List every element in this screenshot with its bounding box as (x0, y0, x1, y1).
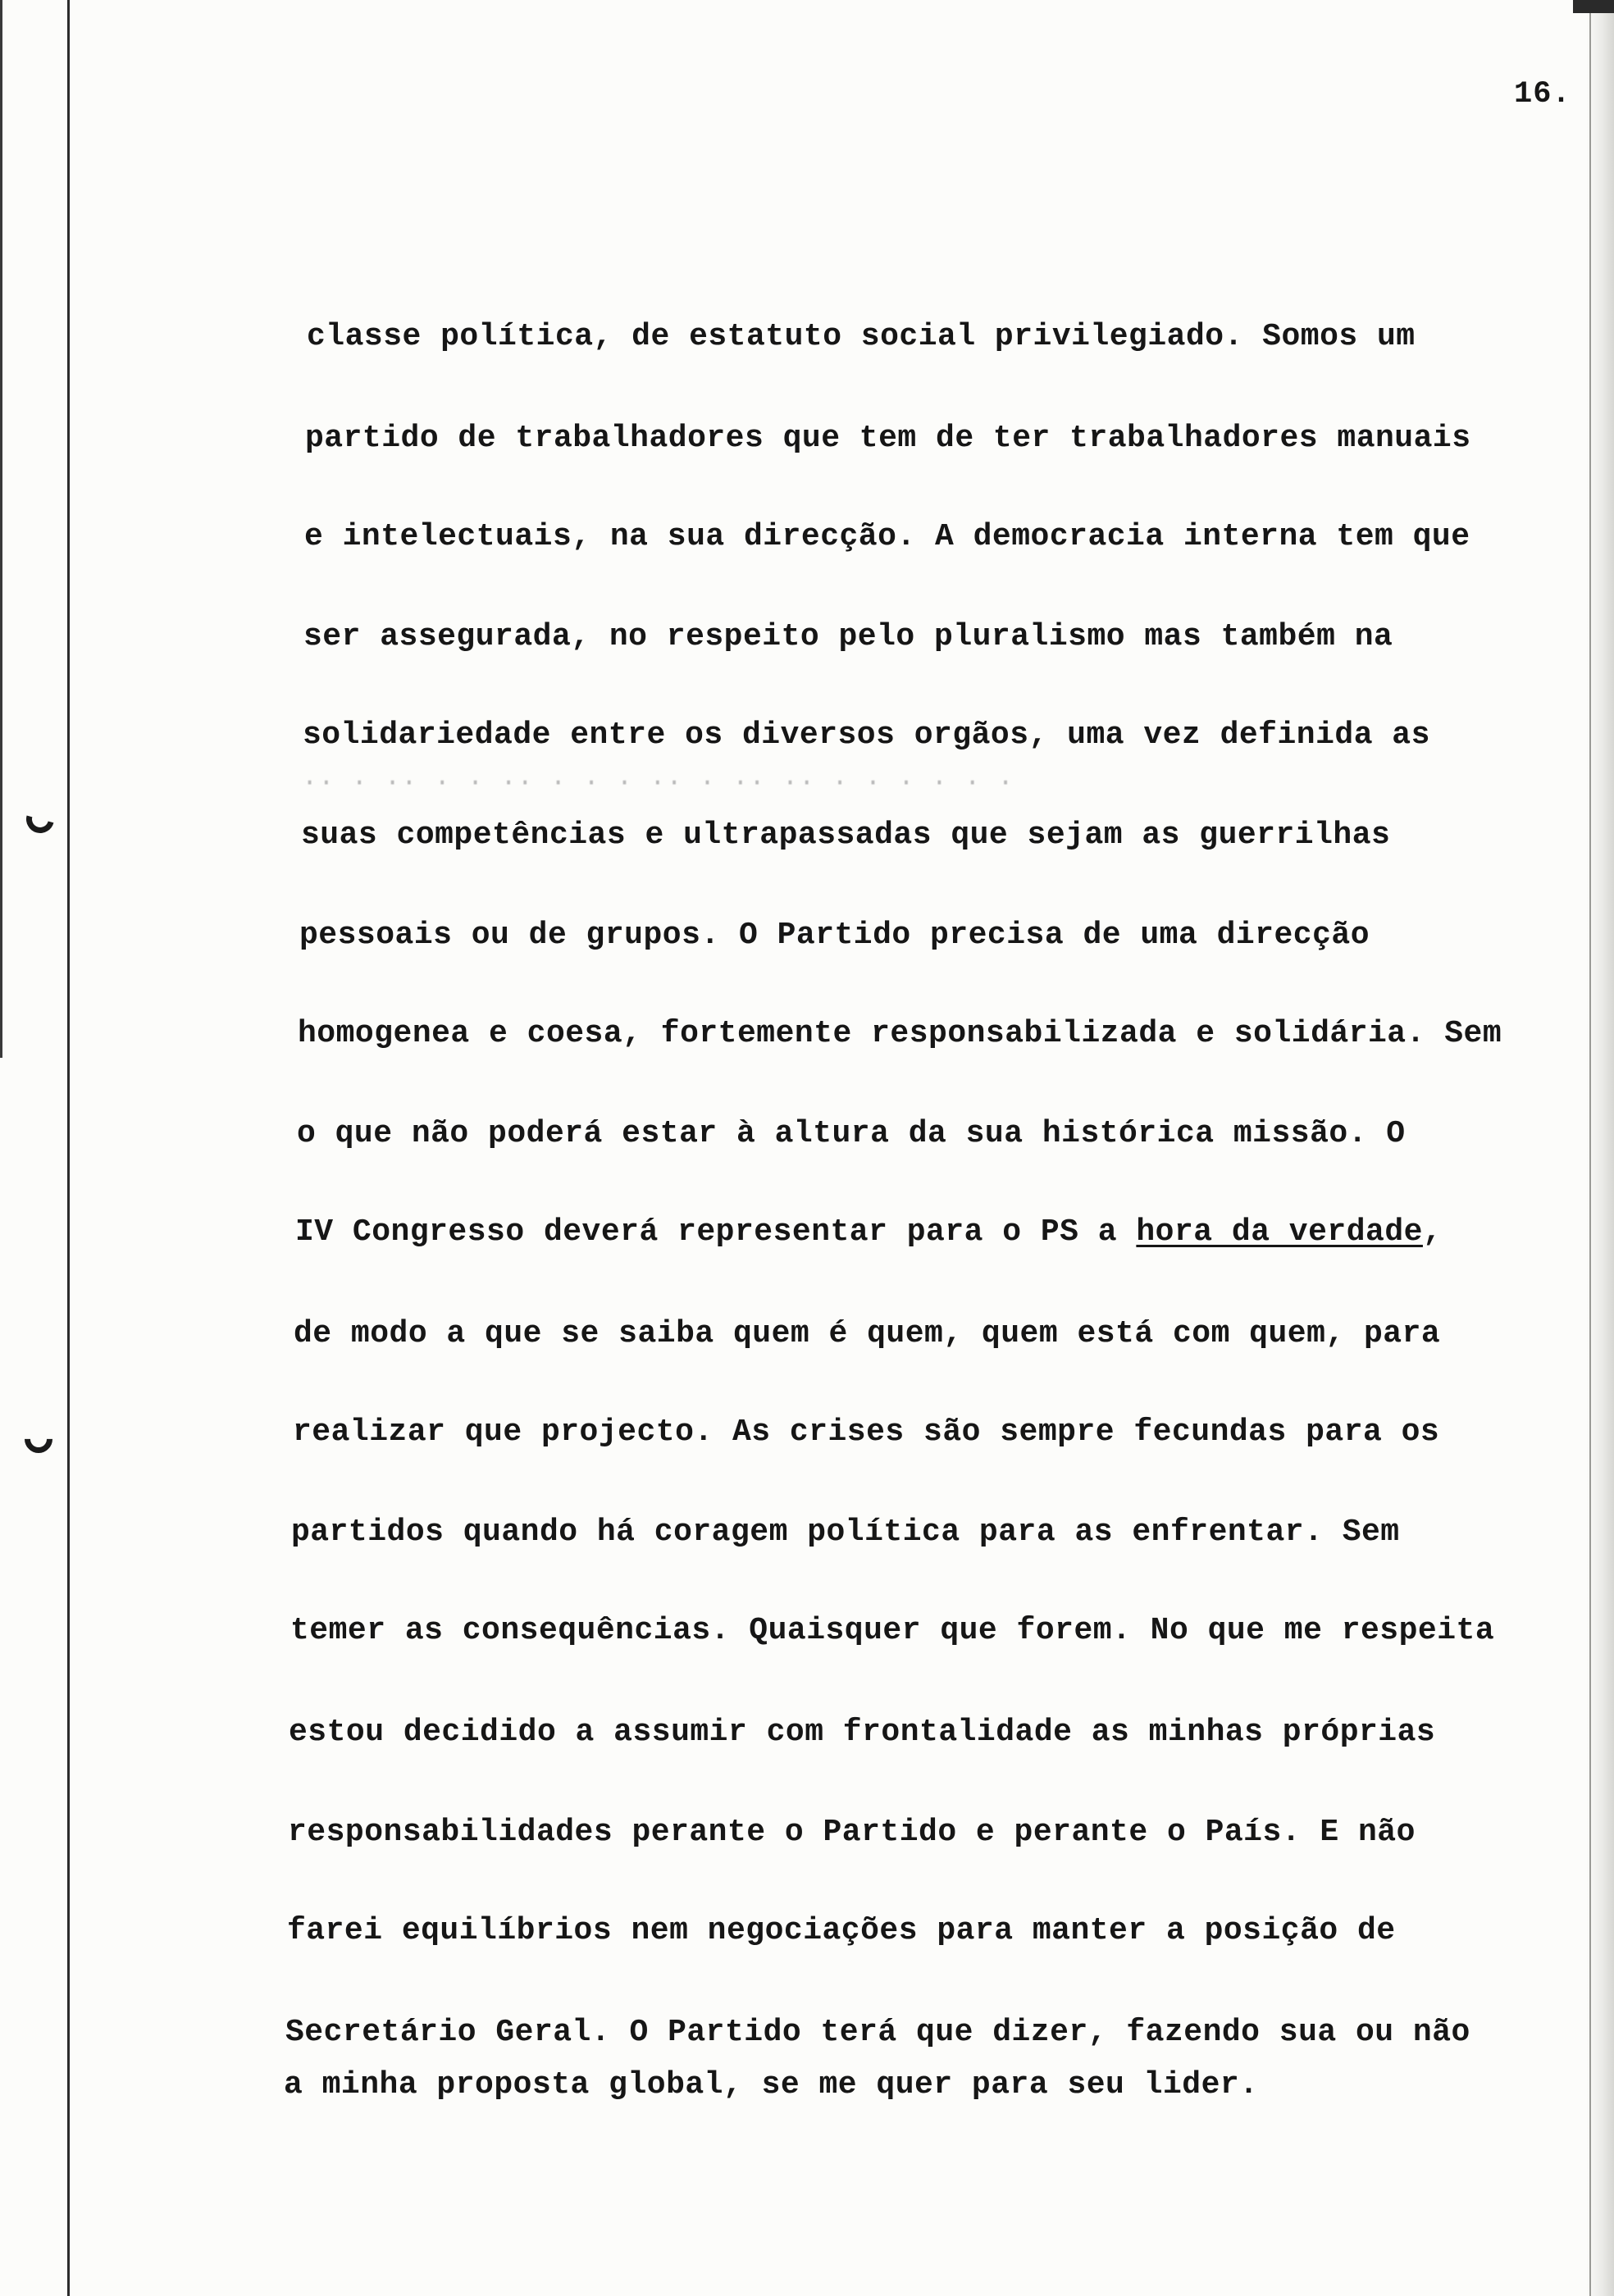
text-line: partidos quando há coragem política para as enfrentar. Sem (291, 1515, 1400, 1550)
text-line: solidariedade entre os diversos orgãos, uma vez definida as (303, 718, 1430, 753)
text-line: partido de trabalhadores que tem de ter trabalhadores manuais (305, 421, 1471, 456)
punch-hole-icon (21, 800, 59, 838)
text-line: temer as consequências. Quaisquer que forem. No que me respeita (290, 1613, 1495, 1648)
underlined-phrase: hora da verdade (1136, 1214, 1423, 1250)
left-page-edge (0, 0, 2, 1058)
punch-hole-icon (19, 1419, 58, 1459)
corner-mark (1573, 0, 1614, 13)
text-line: responsabilidades perante o Partido e perante o País. E não (288, 1815, 1416, 1850)
text-line: e intelectuais, na sua direcção. A democracia interna tem que (304, 519, 1470, 554)
text-line: ser assegurada, no respeito pelo pluralismo mas também na (303, 619, 1393, 654)
text-line: Secretário Geral. O Partido terá que dizer, fazendo sua ou não (285, 2015, 1470, 2050)
text-line: estou decidido a assumir com frontalidade as minhas próprias (289, 1715, 1436, 1750)
text-line: homogenea e coesa, fortemente responsabilizada e solidária. Sem (298, 1016, 1502, 1051)
right-page-edge-line (1589, 0, 1591, 2296)
text-line: a minha proposta global, se me quer para seu lider. (284, 2067, 1259, 2102)
text-line (295, 1214, 1443, 1250)
text-segment: , (1422, 1214, 1443, 1250)
page-number: 16. (1514, 77, 1571, 112)
show-through-text: ·· · ·· · · ·· · · · ·· · ·· ·· · · · · · · (302, 768, 1014, 798)
binding-rule (67, 0, 70, 2296)
text-line: suas competências e ultrapassadas que sejam as guerrilhas (301, 818, 1391, 853)
text-segment: IV Congresso deverá representar para o PS a (295, 1214, 1118, 1250)
text-line: de modo a que se saiba quem é quem, quem está com quem, para (294, 1316, 1441, 1351)
text-line: pessoais ou de grupos. O Partido precisa de uma direcção (299, 918, 1370, 953)
text-line: classe política, de estatuto social privilegiado. Somos um (307, 319, 1416, 354)
text-line: realizar que projecto. As crises são sempre fecundas para os (293, 1414, 1440, 1450)
text-line: farei equilíbrios nem negociações para manter a posição de (287, 1913, 1396, 1948)
text-line: o que não poderá estar à altura da sua histórica missão. O (297, 1116, 1406, 1151)
